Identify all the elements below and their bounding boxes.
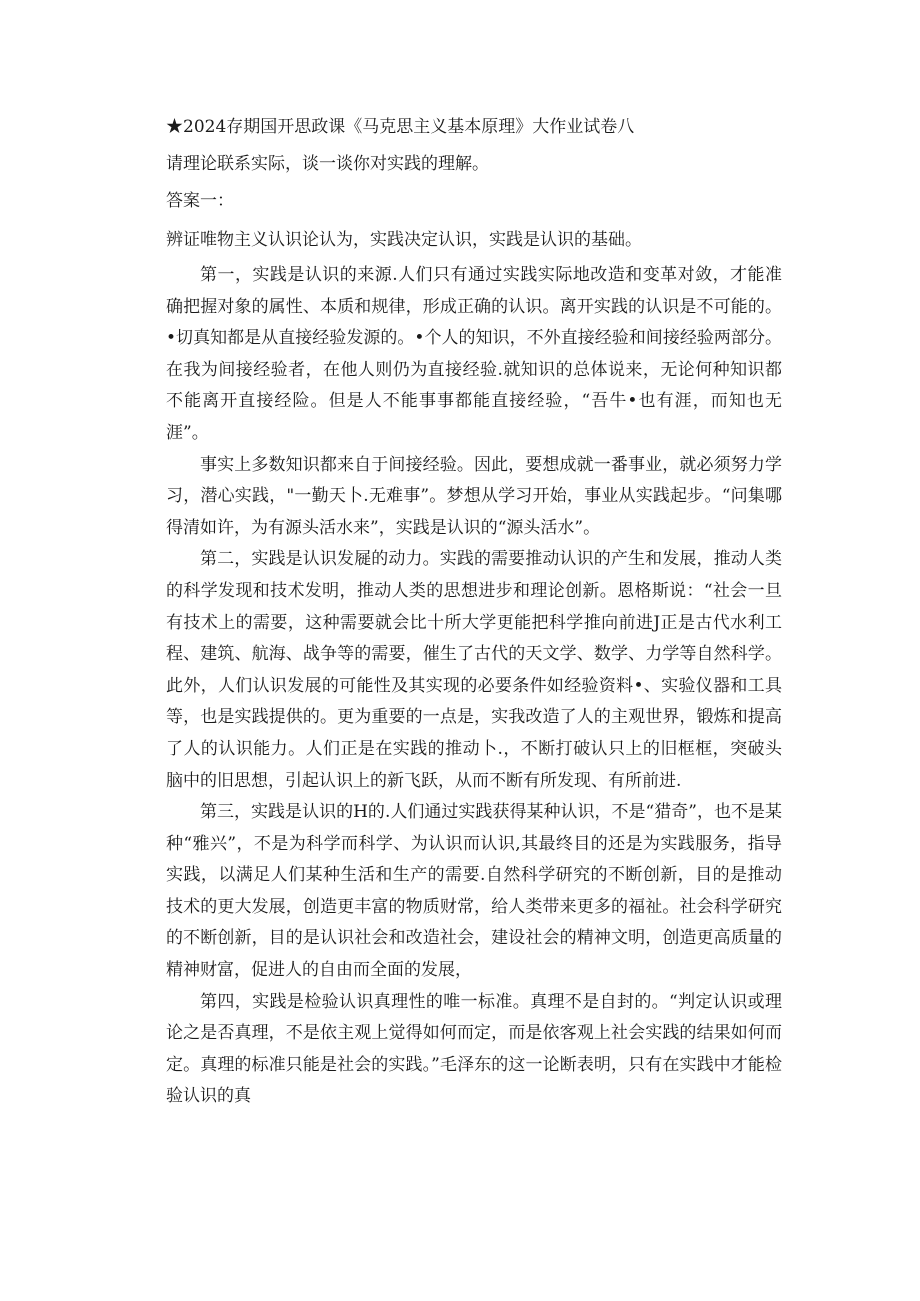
document-title: ★2024存期国开思政课《马克思主义基本原理》大作业试卷八	[166, 117, 635, 137]
paragraph-first-point: 第一，实践是认识的来源.人们只有通过实践实际地改造和变革对敛，才能准确把握对象的属性、本质和规律，形成正确的认识。离开实践的认识是不可能的。•切真知都是从直接经验发源的。•个人的知识，不外直接经验和间接经验两部分。在我为间接经验者，在他人则仍为直接经验.就知识的总体说来，无论何种知识都不能离开直接经险。但是人不能事事都能直接经验，“吾牛•也有涯，而知也无涯”。	[166, 265, 782, 443]
document-body	[166, 112, 782, 1113]
paragraph-fourth-point: 第四，实践是检验认识真理性的唯一标准。真理不是自封的。“判定认识或理论之是否真理，不是依主观上觉得如何而定，而是依客观上社会实践的结果如何而定。真理的标准只能是社会的实践。”毛泽东的这一论断表明，只有在实践中才能检验认识的真	[166, 991, 782, 1107]
paragraph-intro: 辨证唯物主义认识论认为，实践决定认识，实践是认识的基础。	[166, 230, 642, 250]
paragraph-third-point: 第三，实践是认识的H的.人们通过实践获得某种认识，不是“猎奇”，也不是某种“雅兴”，不是为科学而科学、为认识而认识,其最终目的还是为实践服务，指导实践，以满足人们某种生活和生产的需要.自然科学研究的不断创新，目的是推动技术的更大发展，创造更丰富的物质财常，给人类带来更多的福祉。社会科学研究的不断创新，目的是认识社会和改造社会，建设社会的精神文明，创造更高质量的精神财富，促进人的自由而全面的发展，	[166, 802, 782, 981]
question-text: 请理论联系实际，谈一谈你对实践的理解。	[166, 154, 489, 174]
paragraph-second-point: 第二，实践是认识发屣的动力。实践的需要推动认识的产生和发展，推动人类的科学发现和技术发明，推动人类的思想进步和理论创新。恩格斯说：“社会一旦有技术上的需要，这种需要就会比十所大学更能把科学推向前进J正是古代水利工程、建筑、航海、战争等的需要，催生了古代的天文学、数学、力学等自然科学。此外，人们认识发展的可能性及其实现的必要条件如经验资料•、实验仪器和工具等，也是实践提供的。更为重要的一点是，实我改造了人的主观世界，锻炼和提高了人的认识能力。人们正是在实践的推动卜.，不断打破认只上的旧框框，突破头脑中的旧思想，引起认识上的新飞跃，从而不断有所发现、有所前进.	[166, 549, 782, 791]
paragraph-indirect-experience: 事实上多数知识都来自于间接经验。因此，要想成就一番事业，就必须努力学习，潜心实践，"一勤天卜.无难事”。梦想从学习开始，事业从实践起步。“问集哪得清如许，为有源头活水来”，实践是认识的“源头活水”。	[166, 454, 782, 538]
answer-label: 答案一：	[166, 191, 234, 211]
